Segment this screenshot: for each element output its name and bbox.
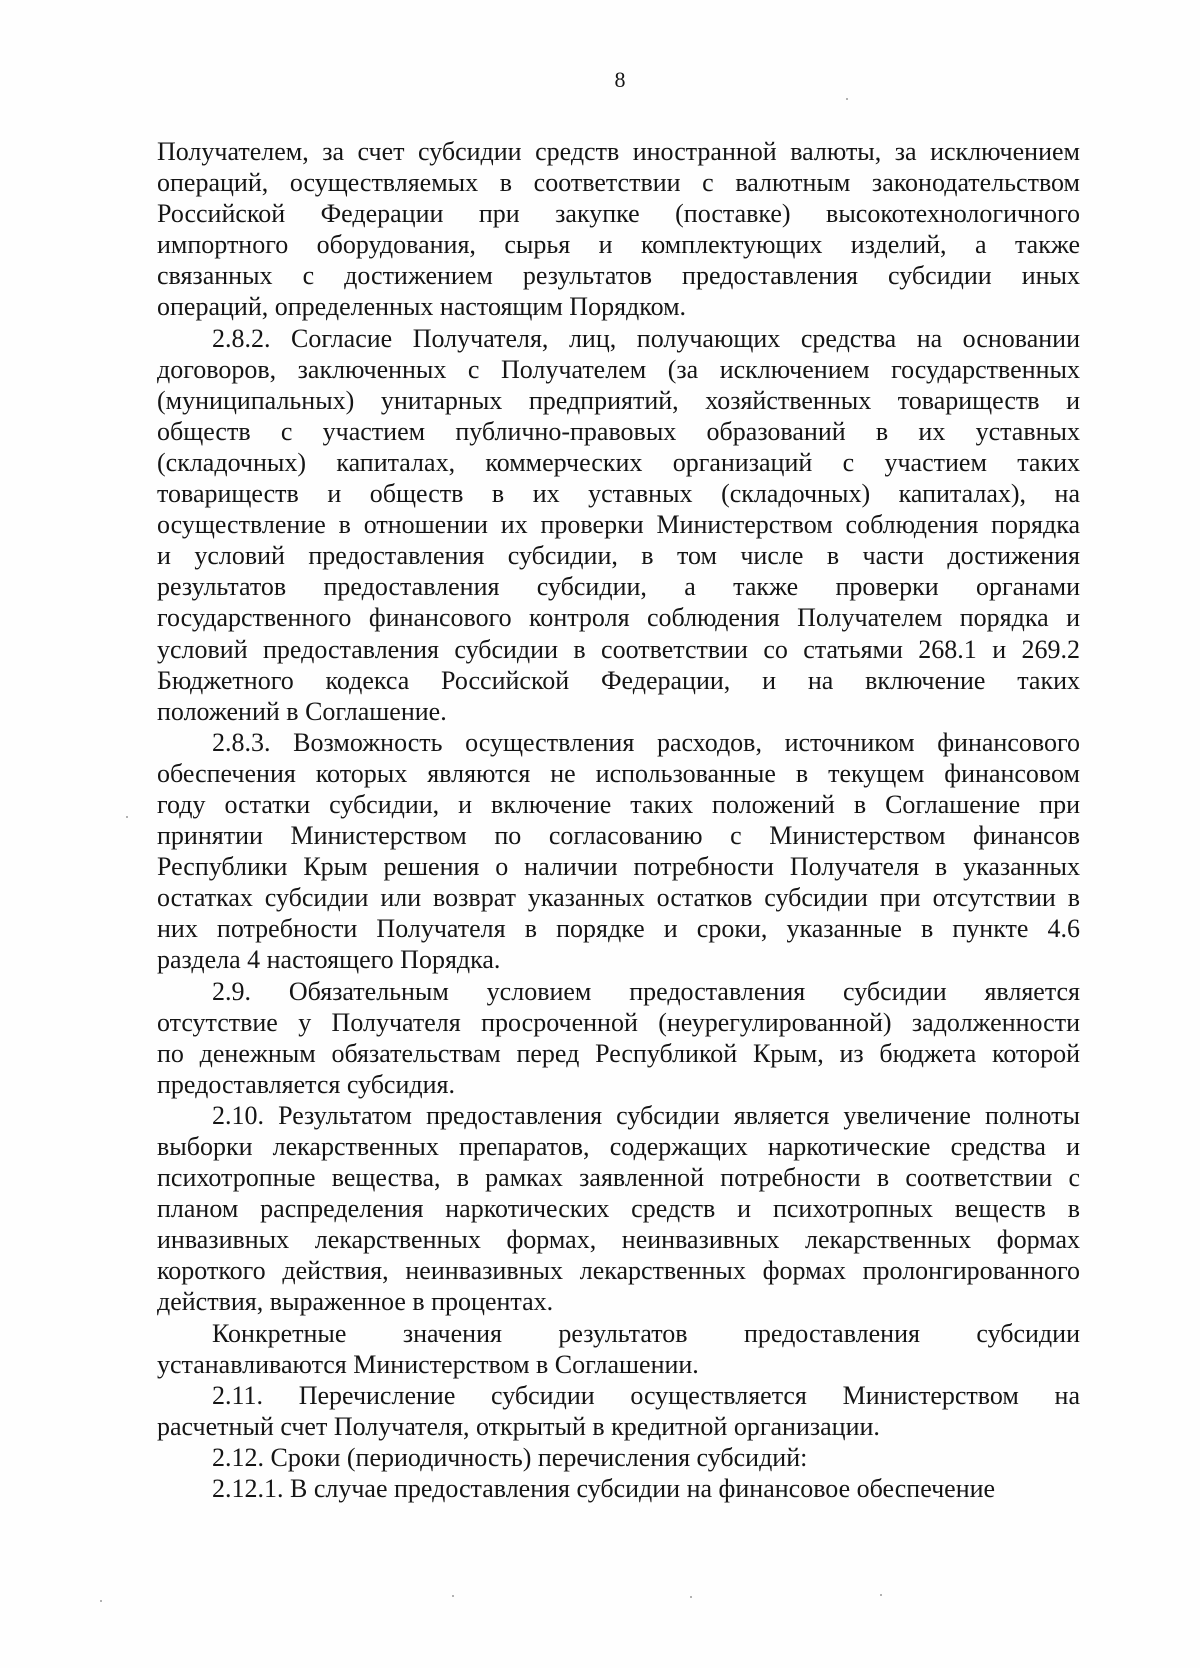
scan-speck <box>880 1594 882 1596</box>
text-line: Республики Крым решения о наличии потребности Получателя в указанных <box>157 852 1080 882</box>
text-line: импортного оборудования, сырья и комплектующих изделий, а также <box>157 230 1080 260</box>
scan-speck <box>690 1596 692 1598</box>
text-line: принятии Министерством по согласованию с Министерством финансов <box>157 821 1080 851</box>
scan-speck <box>452 1595 454 1597</box>
text-line: предоставляется субсидия. <box>157 1069 455 1099</box>
paragraph <box>157 976 1080 1100</box>
paragraph <box>157 727 1080 976</box>
paragraph <box>157 1380 1080 1442</box>
text-line: и условий предоставления субсидии, в том числе в части достижения <box>157 541 1080 571</box>
text-line: них потребности Получателя в порядке и сроки, указанные в пункте 4.6 <box>157 914 1080 944</box>
scan-speck <box>100 1600 102 1602</box>
text-line: короткого действия, неинвазивных лекарственных формах пролонгированного <box>157 1256 1080 1286</box>
text-line: расчетный счет Получателя, открытый в кредитной организации. <box>157 1411 880 1441</box>
text-line: отсутствие у Получателя просроченной (неурегулированной) задолженности <box>157 1007 1080 1037</box>
text-line: обществ с участием публично-правовых образований в их уставных <box>157 416 1080 446</box>
text-line: выборки лекарственных препаратов, содержащих наркотические средства и <box>157 1132 1080 1161</box>
text-line: Конкретные значения результатов предоставления субсидии <box>212 1318 1080 1348</box>
text-line: инвазивных лекарственных формах, неинвазивных лекарственных формах <box>157 1225 1080 1255</box>
paragraph <box>157 136 1080 323</box>
text-line: устанавливаются Министерством в Соглашении. <box>157 1349 699 1379</box>
text-line: действия, выраженное в процентах. <box>157 1287 554 1317</box>
text-line: (складочных) капиталах, коммерческих организаций с участием таких <box>157 447 1080 477</box>
text-line: 2.11. Перечисление субсидии осуществляется Министерством на <box>212 1380 1080 1410</box>
text-line: остатках субсидии или возврат указанных остатков субсидии при отсутствии в <box>157 883 1080 913</box>
text-line: связанных с достижением результатов предоставления субсидии иных <box>157 261 1080 291</box>
text-line: осуществление в отношении их проверки Министерством соблюдения порядка <box>157 510 1080 540</box>
text-line: по денежным обязательствам перед Республикой Крым, из бюджета которой <box>157 1038 1080 1068</box>
text-line: операций, определенных настоящим Порядком. <box>157 292 687 322</box>
text-line: раздела 4 настоящего Порядка. <box>157 945 501 975</box>
document-body <box>157 136 1080 1504</box>
text-line: Бюджетного кодекса Российской Федерации, и на включение таких <box>157 665 1080 695</box>
text-line: товариществ и обществ в их уставных (складочных) капиталах), на <box>157 479 1080 509</box>
text-line: результатов предоставления субсидии, а также проверки органами <box>157 572 1080 602</box>
page-number: 8 <box>614 67 626 92</box>
text-line: психотропные вещества, в рамках заявленной потребности в соответствии с <box>157 1163 1080 1193</box>
text-line: Получателем, за счет субсидии средств иностранной валюты, за исключением <box>157 137 1080 166</box>
text-line: (муниципальных) унитарных предприятий, хозяйственных товариществ и <box>157 385 1080 415</box>
text-line: договоров, заключенных с Получателем (за исключением государственных <box>157 354 1080 384</box>
paragraph <box>157 1442 1080 1473</box>
paragraph <box>157 1318 1080 1380</box>
text-line: 2.9. Обязательным условием предоставления субсидии является <box>212 976 1080 1006</box>
text-line: 2.10. Результатом предоставления субсидии является увеличение полноты <box>212 1100 1080 1130</box>
text-line: операций, осуществляемых в соответствии с валютным законодательством <box>157 168 1080 198</box>
text-line: государственного финансового контроля соблюдения Получателем порядка и <box>157 603 1080 633</box>
text-line: Российской Федерации при закупке (поставке) высокотехнологичного <box>157 199 1080 229</box>
scan-speck <box>846 98 848 100</box>
text-line: 2.12. Сроки (периодичность) перечисления субсидий: <box>212 1442 808 1472</box>
text-line: положений в Соглашение. <box>157 696 447 726</box>
paragraph <box>157 1100 1080 1318</box>
paragraph <box>157 1473 1080 1504</box>
text-line: планом распределения наркотических средств и психотропных веществ в <box>157 1194 1080 1224</box>
scan-speck <box>126 816 128 818</box>
text-line: 2.8.2. Согласие Получателя, лиц, получающих средства на основании <box>212 323 1080 353</box>
paragraph <box>157 323 1080 727</box>
text-line: году остатки субсидии, и включение таких положений в Соглашение при <box>157 789 1080 819</box>
text-line: условий предоставления субсидии в соответствии со статьями 268.1 и 269.2 <box>157 634 1080 664</box>
text-line: 2.8.3. Возможность осуществления расходов, источником финансового <box>212 727 1080 757</box>
text-line: обеспечения которых являются не использованные в текущем финансовом <box>157 758 1080 788</box>
text-line: 2.12.1. В случае предоставления субсидии на финансовое обеспечение <box>212 1474 996 1504</box>
